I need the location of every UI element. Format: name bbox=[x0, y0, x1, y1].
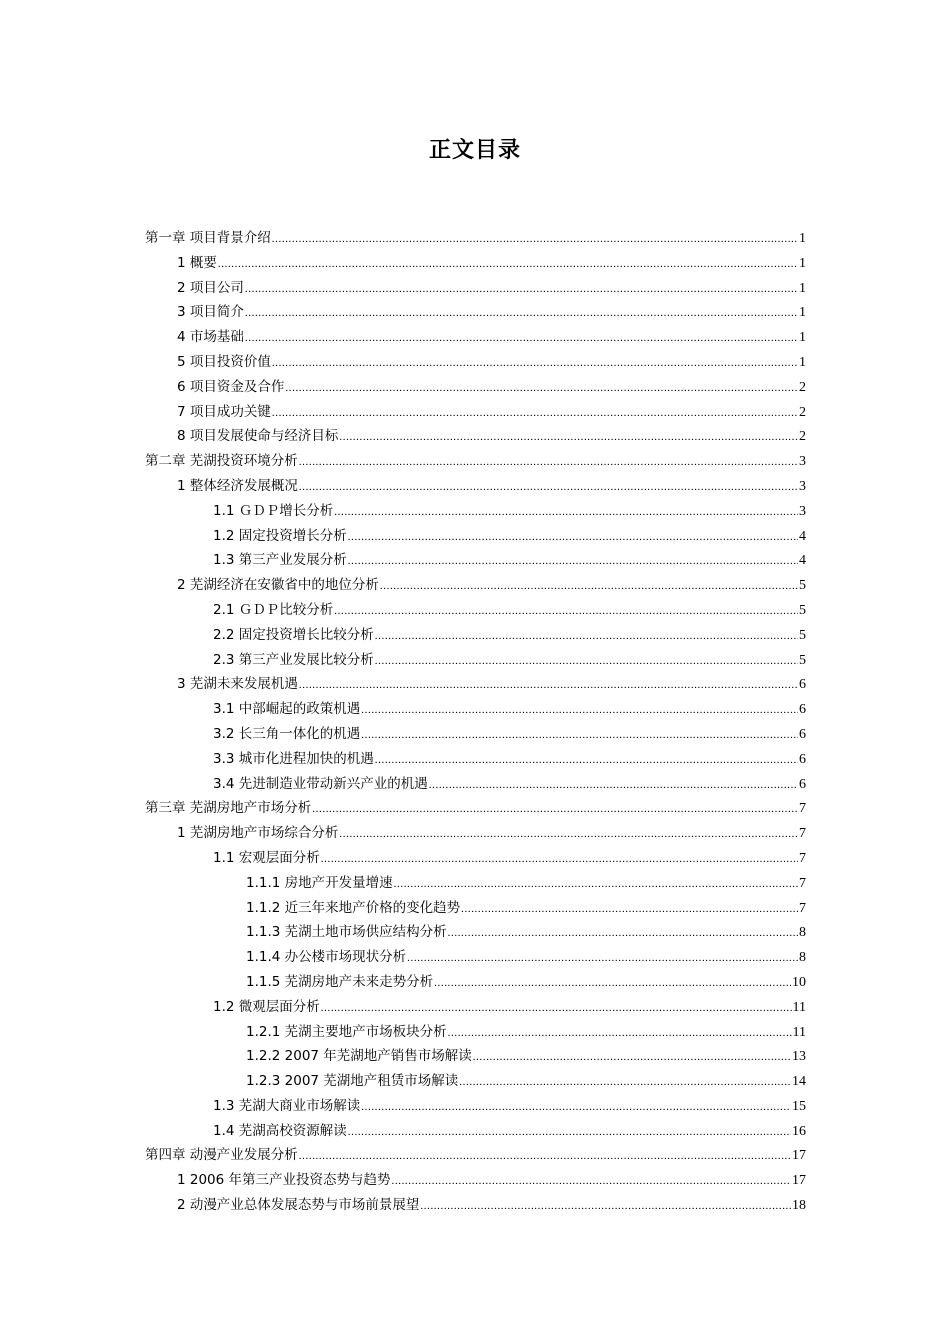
toc-entry-label: 1.2 固定投资增长分析 bbox=[213, 527, 347, 544]
toc-entry-page-number: 1 bbox=[799, 231, 806, 246]
toc-dot-leader bbox=[448, 1021, 792, 1046]
toc-entry[interactable] bbox=[145, 226, 806, 251]
toc-dot-leader bbox=[448, 921, 798, 946]
toc-entry[interactable] bbox=[145, 1069, 806, 1094]
toc-dot-leader bbox=[272, 351, 798, 376]
toc-dot-leader bbox=[299, 475, 798, 500]
toc-entry-label: 3.1 中部崛起的政策机遇 bbox=[213, 701, 361, 718]
toc-entry-label: 3 项目简介 bbox=[177, 304, 244, 321]
toc-entry-page-number: 1 bbox=[799, 280, 806, 296]
toc-entry[interactable] bbox=[145, 871, 806, 896]
toc-entry-label: 2.3 第三产业发展比较分析 bbox=[213, 651, 374, 668]
toc-entry-page-number: 2 bbox=[799, 404, 806, 420]
toc-entry-page-number: 16 bbox=[792, 1123, 806, 1139]
toc-dot-leader bbox=[348, 1120, 791, 1145]
page-title: 正文目录 bbox=[428, 138, 521, 163]
toc-entry[interactable] bbox=[145, 474, 806, 499]
toc-entry-label: 第三章 芜湖房地产市场分析 bbox=[145, 800, 312, 817]
toc-entry-page-number: 15 bbox=[792, 1098, 806, 1114]
toc-dot-leader bbox=[375, 748, 798, 773]
toc-entry-label: 4 市场基础 bbox=[177, 329, 244, 346]
toc-entry-label: 1.1.1 房地产开发量增速 bbox=[246, 874, 393, 891]
toc-entry-page-number: 7 bbox=[799, 875, 806, 891]
toc-dot-leader bbox=[321, 847, 798, 872]
toc-entry-label: 1.2.1 芜湖主要地产市场板块分析 bbox=[246, 1023, 447, 1040]
toc-entry[interactable] bbox=[145, 722, 806, 747]
toc-entry-label: 8 项目发展使命与经济目标 bbox=[177, 428, 339, 445]
toc-dot-leader bbox=[285, 376, 798, 401]
toc-entry-label: 1 2006 年第三产业投资态势与趋势 bbox=[177, 1172, 391, 1189]
toc-entry[interactable] bbox=[145, 325, 806, 350]
toc-entry-label: 1 整体经济发展概况 bbox=[177, 477, 298, 494]
toc-entry-label: 7 项目成功关键 bbox=[177, 403, 271, 420]
toc-dot-leader bbox=[429, 773, 798, 798]
toc-entry[interactable] bbox=[145, 846, 806, 871]
toc-entry[interactable] bbox=[145, 648, 806, 673]
toc-entry-page-number: 4 bbox=[799, 528, 806, 544]
toc-entry-label: 1.1 ＧＤＰ增长分析 bbox=[213, 502, 334, 519]
toc-entry-label: 1.1.5 芜湖房地产未来走势分析 bbox=[246, 973, 434, 990]
toc-entry-page-number: 6 bbox=[799, 776, 806, 792]
toc-entry[interactable] bbox=[145, 896, 806, 921]
toc-entry-label: 1.3 第三产业发展分析 bbox=[213, 552, 347, 569]
toc-entry-page-number: 1 bbox=[799, 330, 806, 346]
toc-entry-page-number: 7 bbox=[799, 850, 806, 866]
toc-entry[interactable] bbox=[145, 548, 806, 573]
toc-dot-leader bbox=[459, 1070, 791, 1095]
toc-dot-leader bbox=[394, 872, 798, 897]
toc-entry-page-number: 6 bbox=[799, 726, 806, 742]
toc-dot-leader bbox=[420, 1194, 791, 1219]
toc-entry[interactable] bbox=[145, 573, 806, 598]
toc-entry[interactable] bbox=[145, 970, 806, 995]
toc-entry[interactable] bbox=[145, 697, 806, 722]
toc-entry[interactable] bbox=[145, 251, 806, 276]
toc-entry-label: 3.4 先进制造业带动新兴产业的机遇 bbox=[213, 775, 428, 792]
toc-entry-label: 5 项目投资价值 bbox=[177, 353, 271, 370]
toc-dot-leader bbox=[339, 425, 798, 450]
toc-entry-label: 1.2 微观层面分析 bbox=[213, 998, 320, 1015]
toc-dot-leader bbox=[334, 599, 798, 624]
toc-entry-label: 1.3 芜湖大商业市场解读 bbox=[213, 1097, 361, 1114]
toc-entry[interactable] bbox=[145, 672, 806, 697]
toc-entry-label: 1.1.2 近三年来地产价格的变化趋势 bbox=[246, 899, 461, 916]
toc-entry-page-number: 18 bbox=[792, 1198, 806, 1214]
toc-entry-page-number: 1 bbox=[799, 255, 806, 271]
toc-entry-page-number: 6 bbox=[799, 751, 806, 767]
toc-dot-leader bbox=[361, 723, 798, 748]
toc-entry-label: 第二章 芜湖投资环境分析 bbox=[145, 453, 298, 470]
toc-entry[interactable] bbox=[145, 524, 806, 549]
toc-dot-leader bbox=[392, 1169, 791, 1194]
toc-dot-leader bbox=[312, 797, 798, 822]
toc-dot-leader bbox=[272, 227, 798, 252]
toc-entry[interactable] bbox=[145, 1193, 806, 1218]
toc-entry-label: 6 项目资金及合作 bbox=[177, 378, 285, 395]
toc-entry-page-number: 5 bbox=[799, 652, 806, 668]
toc-dot-leader bbox=[272, 401, 798, 426]
toc-entry[interactable] bbox=[145, 1094, 806, 1119]
toc-dot-leader bbox=[299, 450, 798, 475]
toc-dot-leader bbox=[245, 326, 798, 351]
toc-entry[interactable] bbox=[145, 772, 806, 797]
toc-dot-leader bbox=[339, 822, 798, 847]
toc-dot-leader bbox=[380, 574, 798, 599]
toc-dot-leader bbox=[321, 996, 792, 1021]
toc-entry-label: 2 动漫产业总体发展态势与市场前景展望 bbox=[177, 1197, 420, 1214]
toc-dot-leader bbox=[218, 252, 798, 277]
toc-dot-leader bbox=[407, 946, 798, 971]
toc-entry[interactable] bbox=[145, 796, 806, 821]
toc-entry[interactable] bbox=[145, 623, 806, 648]
toc-entry-page-number: 6 bbox=[799, 702, 806, 718]
toc-entry-page-number: 6 bbox=[799, 677, 806, 693]
toc-entry-label: 2 芜湖经济在安徽省中的地位分析 bbox=[177, 577, 379, 594]
toc-entry[interactable] bbox=[145, 424, 806, 449]
toc-entry[interactable] bbox=[145, 920, 806, 945]
toc-entry-page-number: 1 bbox=[799, 305, 806, 321]
toc-entry-page-number: 17 bbox=[792, 1173, 806, 1189]
toc-entry[interactable] bbox=[145, 1143, 806, 1168]
toc-entry[interactable] bbox=[145, 821, 806, 846]
toc-entry-label: 第一章 项目背景介绍 bbox=[145, 230, 271, 246]
toc-entry-page-number: 13 bbox=[792, 1049, 806, 1065]
toc-entry-label: 1.1 宏观层面分析 bbox=[213, 849, 320, 866]
toc-entry-label: 1.1.4 办公楼市场现状分析 bbox=[246, 949, 407, 966]
toc-entry-page-number: 14 bbox=[792, 1074, 806, 1090]
toc-entry-label: 1.2.3 2007 芜湖地产租赁市场解读 bbox=[246, 1073, 459, 1090]
toc-entry-page-number: 2 bbox=[799, 429, 806, 445]
toc-entry[interactable] bbox=[145, 300, 806, 325]
toc-entry-page-number: 4 bbox=[799, 553, 806, 569]
toc-entry-page-number: 11 bbox=[792, 1024, 806, 1040]
toc-entry[interactable] bbox=[145, 499, 806, 524]
toc-entry[interactable] bbox=[145, 747, 806, 772]
toc-entry-label: 1.1.3 芜湖土地市场供应结构分析 bbox=[246, 924, 447, 941]
toc-entry-label: 1.4 芜湖高校资源解读 bbox=[213, 1122, 347, 1139]
toc-entry-page-number: 5 bbox=[799, 602, 806, 618]
toc-entry[interactable] bbox=[145, 400, 806, 425]
toc-dot-leader bbox=[361, 698, 798, 723]
toc-entry-label: 1 芜湖房地产市场综合分析 bbox=[177, 825, 339, 842]
toc-dot-leader bbox=[348, 549, 798, 574]
toc-entry[interactable] bbox=[145, 995, 806, 1020]
toc-entry-page-number: 2 bbox=[799, 379, 806, 395]
toc-entry[interactable] bbox=[145, 1168, 806, 1193]
toc-entry-page-number: 7 bbox=[799, 801, 806, 817]
toc-entry-page-number: 3 bbox=[799, 478, 806, 494]
toc-entry[interactable] bbox=[145, 449, 806, 474]
toc-entry-label: 3.2 长三角一体化的机遇 bbox=[213, 725, 361, 742]
toc-entry-page-number: 11 bbox=[792, 999, 806, 1015]
toc-dot-leader bbox=[245, 301, 798, 326]
toc-entry[interactable] bbox=[145, 945, 806, 970]
toc-dot-leader bbox=[375, 649, 798, 674]
toc-entry-page-number: 8 bbox=[799, 950, 806, 966]
toc-entry[interactable] bbox=[145, 1044, 806, 1069]
toc-dot-leader bbox=[334, 500, 798, 525]
toc-dot-leader bbox=[348, 525, 798, 550]
toc-entry-page-number: 10 bbox=[792, 974, 806, 990]
toc-entry-page-number: 3 bbox=[799, 454, 806, 470]
toc-dot-leader bbox=[375, 624, 798, 649]
toc-dot-leader bbox=[245, 277, 798, 302]
toc-entry-page-number: 7 bbox=[799, 826, 806, 842]
toc-entry-page-number: 17 bbox=[792, 1148, 806, 1164]
toc-entry-label: 1.2.2 2007 年芜湖地产销售市场解读 bbox=[246, 1048, 472, 1065]
toc-entry[interactable] bbox=[145, 350, 806, 375]
toc-entry-label: 2 项目公司 bbox=[177, 279, 244, 296]
toc-entry[interactable] bbox=[145, 1020, 806, 1045]
toc-entry-label: 1 概要 bbox=[177, 254, 217, 271]
toc-entry-label: 2.2 固定投资增长比较分析 bbox=[213, 626, 374, 643]
toc-entry[interactable] bbox=[145, 276, 806, 301]
toc-entry-page-number: 3 bbox=[799, 503, 806, 519]
toc-dot-leader bbox=[461, 897, 798, 922]
toc-entry[interactable] bbox=[145, 1119, 806, 1144]
toc-entry[interactable] bbox=[145, 598, 806, 623]
toc-entry-page-number: 8 bbox=[799, 925, 806, 941]
toc-entry-page-number: 5 bbox=[799, 578, 806, 594]
table-of-contents bbox=[145, 226, 806, 1218]
toc-entry-page-number: 1 bbox=[799, 354, 806, 370]
toc-dot-leader bbox=[361, 1095, 791, 1120]
toc-entry-page-number: 7 bbox=[799, 900, 806, 916]
toc-dot-leader bbox=[434, 971, 791, 996]
toc-dot-leader bbox=[473, 1045, 791, 1070]
toc-dot-leader bbox=[299, 673, 798, 698]
toc-entry[interactable] bbox=[145, 375, 806, 400]
toc-entry-page-number: 5 bbox=[799, 627, 806, 643]
toc-dot-leader bbox=[299, 1144, 791, 1169]
toc-entry-label: 3.3 城市化进程加快的机遇 bbox=[213, 750, 374, 767]
toc-entry-label: 3 芜湖未来发展机遇 bbox=[177, 676, 298, 693]
toc-entry-label: 第四章 动漫产业发展分析 bbox=[145, 1147, 298, 1164]
toc-entry-label: 2.1 ＧＤＰ比较分析 bbox=[213, 601, 334, 618]
